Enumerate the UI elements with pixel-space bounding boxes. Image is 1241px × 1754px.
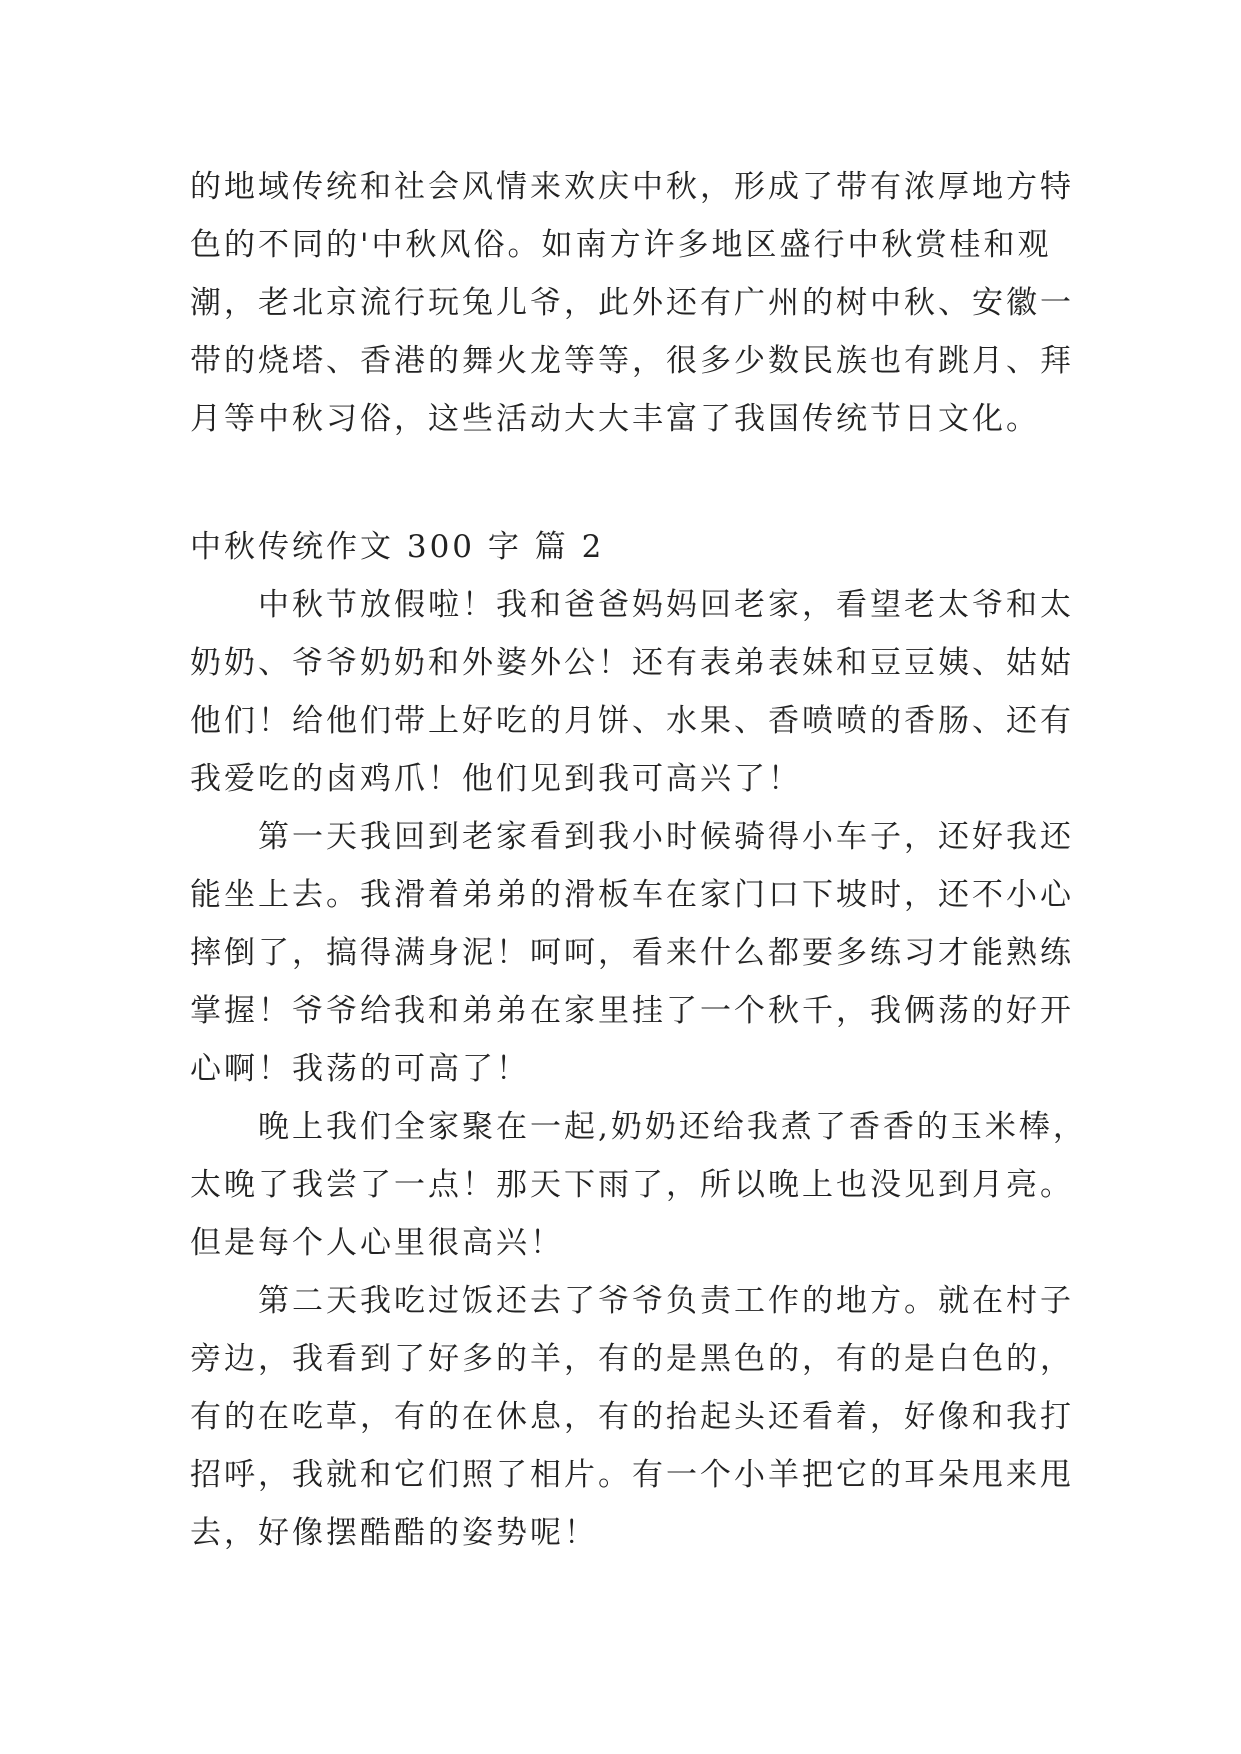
paragraph-section-1 [190,158,1074,448]
section-heading: 中秋传统作文 300 字 篇 2 [190,529,605,565]
text-line: 旁边，我看到了好多的羊，有的是黑色的，有的是白色的， [190,1341,1074,1377]
text-line: 有的在吃草，有的在休息，有的抬起头还看着，好像和我打 [190,1399,1074,1435]
text-line: 的地域传统和社会风情来欢庆中秋，形成了带有浓厚地方特 [190,169,1074,205]
text-line: 带的烧塔、香港的舞火龙等等，很多少数民族也有跳月、拜 [190,343,1074,379]
text-line: 摔倒了，搞得满身泥！呵呵，看来什么都要多练习才能熟练 [190,935,1074,971]
text-line: 月等中秋习俗，这些活动大大丰富了我国传统节日文化。 [190,401,1040,437]
text-line: 第二天我吃过饭还去了爷爷负责工作的地方。就在村子 [258,1283,1074,1319]
document-body [190,158,1087,1562]
text-line: 能坐上去。我滑着弟弟的滑板车在家门口下坡时，还不小心 [190,877,1074,913]
text-line: 去，好像摆酷酷的姿势呢！ [190,1515,598,1551]
paragraph-3 [190,1098,1087,1272]
section-gap [190,448,1060,518]
text-line: 太晚了我尝了一点！那天下雨了，所以晚上也没见到月亮。 [190,1167,1074,1203]
paragraph-4 [190,1272,1074,1562]
text-line: 奶奶、爷爷奶奶和外婆外公！还有表弟表妹和豆豆姨、姑姑 [190,645,1074,681]
text-line: 他们！给他们带上好吃的月饼、水果、香喷喷的香肠、还有 [190,703,1074,739]
text-line: 中秋节放假啦！我和爸爸妈妈回老家，看望老太爷和太 [258,587,1074,623]
text-line: 心啊！我荡的可高了！ [190,1051,530,1087]
paragraph-2 [190,808,1074,1098]
text-line: 晚上我们全家聚在一起,奶奶还给我煮了香香的玉米棒， [258,1109,1087,1145]
text-line: 潮，老北京流行玩兔儿爷，此外还有广州的树中秋、安徽一 [190,285,1074,321]
text-line: 第一天我回到老家看到我小时候骑得小车子，还好我还 [258,819,1074,855]
text-line: 但是每个人心里很高兴！ [190,1225,564,1261]
text-line: 色的不同的'中秋风俗。如南方许多地区盛行中秋赏桂和观 [190,227,1052,263]
text-line: 掌握！爷爷给我和弟弟在家里挂了一个秋千，我俩荡的好开 [190,993,1074,1029]
text-line: 招呼，我就和它们照了相片。有一个小羊把它的耳朵甩来甩 [190,1457,1074,1493]
text-line: 我爱吃的卤鸡爪！他们见到我可高兴了！ [190,761,802,797]
paragraph-1 [190,576,1074,808]
